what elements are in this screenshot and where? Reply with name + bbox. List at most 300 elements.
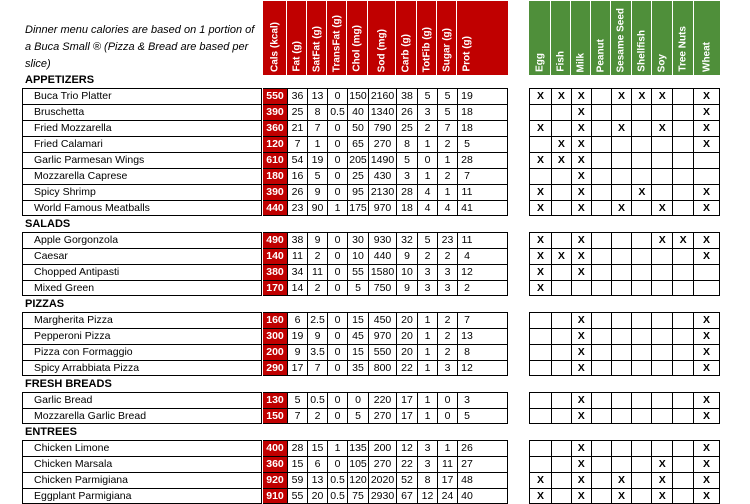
item-name: Caesar: [22, 248, 262, 264]
nutrition-cell: 2130: [368, 185, 396, 200]
allergen-cell: [694, 169, 720, 184]
item-name: Chicken Limone: [22, 440, 262, 456]
section-title: FRESH BREADS: [25, 378, 112, 390]
allergen-cells: [529, 200, 720, 216]
section-title: APPETIZERS: [25, 74, 95, 86]
nutrition-cell: 1: [437, 153, 457, 168]
nutrition-cell: 34: [287, 265, 307, 280]
allergen-cell: [552, 105, 572, 120]
allergen-cell: X: [572, 137, 592, 152]
allergen-column-header: [694, 1, 720, 75]
nutrition-cells: [263, 472, 508, 488]
nutrition-cell: 440: [368, 249, 396, 264]
nutrition-cell: 17: [396, 409, 417, 423]
allergen-cell: [552, 345, 572, 360]
calories-cell: 180: [263, 169, 287, 184]
allergen-cell: X: [694, 233, 720, 248]
section-title: PIZZAS: [25, 298, 65, 310]
calories-cell: 160: [263, 313, 287, 328]
allergen-cell: [592, 489, 612, 503]
nutrition-cell: 8: [396, 137, 417, 152]
nutrition-cell: 15: [347, 345, 368, 360]
nutrition-cell: 790: [368, 121, 396, 136]
allergen-cell: [552, 393, 572, 408]
allergen-cell: [673, 137, 694, 152]
allergen-cell: [592, 265, 612, 280]
allergen-cell: X: [572, 105, 592, 120]
table-row: [0, 152, 750, 168]
table-row: [0, 280, 750, 296]
allergen-column-header: [673, 1, 694, 75]
allergen-cell: X: [694, 457, 720, 472]
allergen-cell: X: [694, 185, 720, 200]
allergen-column-header: [611, 1, 632, 75]
allergen-cell: [673, 121, 694, 136]
nutrition-cell: 0: [327, 457, 347, 472]
nutrition-cell: 0: [327, 249, 347, 264]
allergen-cells: [529, 248, 720, 264]
allergen-cell: X: [694, 89, 720, 104]
nutrition-cell: 11: [287, 249, 307, 264]
nutrition-cell: 45: [347, 329, 368, 344]
allergen-cell: X: [572, 89, 592, 104]
allergen-cell: X: [572, 345, 592, 360]
nutrition-cells: [263, 104, 508, 120]
allergen-cell: [530, 105, 552, 120]
nutrition-cells: [263, 152, 508, 168]
nutrition-cell: 24: [437, 489, 457, 503]
nutrition-cell: 9: [396, 249, 417, 264]
nutrition-cell: 0: [327, 281, 347, 295]
allergen-cell: X: [694, 201, 720, 215]
nutrition-cells: [263, 280, 508, 296]
allergen-cell: X: [694, 393, 720, 408]
allergen-cell: [552, 169, 572, 184]
allergen-cell: [673, 489, 694, 503]
nutrition-cells: [263, 184, 508, 200]
allergen-cell: X: [652, 457, 673, 472]
allergen-cell: X: [694, 137, 720, 152]
calories-cell: 120: [263, 137, 287, 152]
allergen-cell: [592, 121, 612, 136]
nutrition-cell: 25: [347, 169, 368, 184]
allergen-cell: [592, 409, 612, 423]
calories-cell: 550: [263, 89, 287, 104]
allergen-cell: X: [652, 489, 673, 503]
allergen-cell: [552, 329, 572, 344]
nutrition-cell: 12: [457, 265, 476, 280]
allergen-cell: X: [530, 489, 552, 503]
allergen-cell: [632, 345, 652, 360]
nutrition-cell: 0: [327, 265, 347, 280]
allergen-cell: [552, 489, 572, 503]
allergen-cell: X: [572, 233, 592, 248]
allergen-cell: [530, 169, 552, 184]
allergen-cell: X: [530, 121, 552, 136]
table-row: [0, 264, 750, 280]
allergen-cell: [652, 105, 673, 120]
allergen-cell: X: [552, 137, 572, 152]
calories-cell: 910: [263, 489, 287, 503]
allergen-cells: [529, 264, 720, 280]
column-label: Sod (mg): [376, 28, 387, 72]
nutrition-cell: 0: [327, 345, 347, 360]
allergen-cell: [673, 457, 694, 472]
nutrition-cell: 75: [347, 489, 368, 503]
allergen-cell: [694, 265, 720, 280]
allergen-cells: [529, 392, 720, 408]
allergen-cell: X: [632, 89, 652, 104]
allergen-cell: [552, 473, 572, 488]
allergen-cell: [552, 265, 572, 280]
nutrition-cell: 0: [327, 233, 347, 248]
allergen-cell: [572, 281, 592, 295]
nutrition-column-header: [457, 1, 476, 75]
nutrition-cell: 1: [417, 393, 437, 408]
nutrition-cell: 9: [396, 281, 417, 295]
nutrition-cell: 3: [396, 169, 417, 184]
nutrition-column-header: [307, 1, 327, 75]
allergen-cell: [530, 313, 552, 328]
allergen-cell: X: [694, 105, 720, 120]
calories-cell: 150: [263, 409, 287, 423]
nutrition-cell: 15: [287, 457, 307, 472]
allergen-cell: [673, 281, 694, 295]
allergen-cell: [632, 137, 652, 152]
allergen-cell: [552, 281, 572, 295]
nutrition-cell: 5: [347, 409, 368, 423]
column-label: Carb (g): [400, 33, 412, 72]
nutrition-cells: [263, 328, 508, 344]
allergen-cell: [673, 441, 694, 456]
nutrition-cells: [263, 248, 508, 264]
allergen-cell: [552, 441, 572, 456]
calories-cell: 360: [263, 457, 287, 472]
nutrition-cell: 36: [287, 89, 307, 104]
table-row: [0, 104, 750, 120]
nutrition-cell: 50: [347, 121, 368, 136]
nutrition-cell: 2: [437, 345, 457, 360]
nutrition-cell: 7: [307, 361, 327, 375]
nutrition-cells: [263, 440, 508, 456]
table-row: [0, 408, 750, 424]
nutrition-cell: 5: [417, 89, 437, 104]
allergen-cell: [592, 345, 612, 360]
nutrition-cell: 17: [396, 393, 417, 408]
nutrition-cell: 9: [287, 345, 307, 360]
menu-intro-note: Dinner menu calories are based on 1 portion of a Buca Small ® (Pizza & Bread are based per slice): [25, 24, 255, 70]
nutrition-cell: 40: [457, 489, 476, 503]
nutrition-cell: 0.5: [327, 489, 347, 503]
allergen-cell: X: [694, 361, 720, 375]
nutrition-cell: 0: [327, 409, 347, 423]
allergen-cells: [529, 280, 720, 296]
table-row: [0, 392, 750, 408]
allergen-cell: [552, 313, 572, 328]
nutrition-cell: 3: [437, 265, 457, 280]
allergen-cell: [652, 329, 673, 344]
nutrition-cell: 0: [327, 361, 347, 375]
nutrition-cell: 26: [396, 105, 417, 120]
nutrition-cell: 52: [396, 473, 417, 488]
column-label: Cals (kcal): [269, 21, 280, 72]
column-label: Prot (g): [461, 36, 472, 72]
table-row: [0, 184, 750, 200]
nutrition-cell: 11: [307, 265, 327, 280]
nutrition-cell: 17: [437, 473, 457, 488]
allergen-cell: X: [572, 473, 592, 488]
allergen-cell: [694, 281, 720, 295]
allergen-cell: [592, 233, 612, 248]
allergen-cell: [612, 329, 633, 344]
allergen-cell: [530, 345, 552, 360]
allergen-cell: [592, 105, 612, 120]
allergen-cell: [673, 473, 694, 488]
allergen-cell: [632, 121, 652, 136]
allergen-cell: [612, 185, 633, 200]
allergen-cell: [632, 169, 652, 184]
nutrition-cell: 28: [396, 185, 417, 200]
nutrition-cell: 32: [396, 233, 417, 248]
allergen-cell: [592, 201, 612, 215]
nutrition-cell: 1: [417, 345, 437, 360]
nutrition-cell: 6: [287, 313, 307, 328]
section-title: ENTREES: [25, 426, 77, 438]
allergen-cell: [673, 265, 694, 280]
nutrition-cell: 1: [437, 441, 457, 456]
item-name: Chicken Marsala: [22, 456, 262, 472]
table-row: [0, 456, 750, 472]
allergen-cell: [673, 361, 694, 375]
nutrition-cell: 0: [327, 393, 347, 408]
nutrition-cell: 18: [457, 105, 476, 120]
nutrition-cell: 13: [307, 473, 327, 488]
nutrition-cell: 3: [417, 105, 437, 120]
nutrition-cells: [263, 88, 508, 104]
table-row: [0, 248, 750, 264]
nutrition-cell: 2: [437, 249, 457, 264]
allergen-cell: [592, 473, 612, 488]
allergen-column-header: [652, 1, 673, 75]
allergen-cell: [530, 409, 552, 423]
allergen-cell: [632, 329, 652, 344]
nutrition-cell: 800: [368, 361, 396, 375]
nutrition-cell: 1: [417, 137, 437, 152]
allergen-cell: X: [652, 233, 673, 248]
item-name: Mozzarella Caprese: [22, 168, 262, 184]
nutrition-cell: 0: [327, 313, 347, 328]
nutrition-cell: 54: [287, 153, 307, 168]
column-label: TotFib (g): [421, 26, 432, 72]
allergen-cell: [673, 201, 694, 215]
nutrition-cell: 25: [287, 105, 307, 120]
nutrition-cells: [263, 136, 508, 152]
nutrition-cell: 5: [437, 105, 457, 120]
allergen-cell: [673, 393, 694, 408]
allergen-cell: [673, 313, 694, 328]
nutrition-cell: 25: [396, 121, 417, 136]
nutrition-cell: 55: [287, 489, 307, 503]
nutrition-cell: 90: [307, 201, 327, 215]
nutrition-column-header: [347, 1, 368, 75]
item-name: Fried Calamari: [22, 136, 262, 152]
allergen-header: [529, 1, 720, 75]
nutrition-column-header: [263, 1, 287, 75]
allergen-cell: X: [552, 89, 572, 104]
allergen-cells: [529, 88, 720, 104]
allergen-cell: [632, 489, 652, 503]
item-name: World Famous Meatballs: [22, 200, 262, 216]
item-name: Bruschetta: [22, 104, 262, 120]
allergen-column-header: [571, 1, 591, 75]
nutrition-cell: 430: [368, 169, 396, 184]
allergen-cell: [632, 105, 652, 120]
nutrition-cell: 18: [396, 201, 417, 215]
nutrition-cell: 2: [437, 329, 457, 344]
allergen-cells: [529, 328, 720, 344]
nutrition-cell: 5: [457, 409, 476, 423]
nutrition-cell: 3: [417, 457, 437, 472]
nutrition-cell: 2020: [368, 473, 396, 488]
allergen-cell: [632, 393, 652, 408]
nutrition-cells: [263, 488, 508, 504]
allergen-cell: [673, 249, 694, 264]
item-name: Fried Mozzarella: [22, 120, 262, 136]
allergen-cell: X: [694, 249, 720, 264]
allergen-cell: [612, 409, 633, 423]
allergen-cell: [592, 441, 612, 456]
allergen-cell: X: [572, 393, 592, 408]
allergen-cell: [612, 281, 633, 295]
nutrition-cell: 5: [396, 153, 417, 168]
item-name: Chicken Parmigiana: [22, 472, 262, 488]
allergen-cell: X: [530, 185, 552, 200]
allergen-cell: [612, 105, 633, 120]
nutrition-cell: 10: [347, 249, 368, 264]
nutrition-cell: 150: [347, 89, 368, 104]
nutrition-cell: 20: [396, 313, 417, 328]
allergen-cell: [612, 313, 633, 328]
nutrition-cell: 40: [347, 105, 368, 120]
nutrition-cell: 2: [437, 313, 457, 328]
nutrition-cell: 28: [457, 153, 476, 168]
nutrition-cell: 0: [327, 121, 347, 136]
nutrition-cell: 7: [437, 121, 457, 136]
item-name: Margherita Pizza: [22, 312, 262, 328]
allergen-cell: X: [572, 361, 592, 375]
allergen-cell: X: [694, 313, 720, 328]
allergen-cell: [612, 441, 633, 456]
allergen-cell: [632, 153, 652, 168]
nutrition-cell: 550: [368, 345, 396, 360]
nutrition-cell: 1: [417, 409, 437, 423]
nutrition-cell: 8: [417, 473, 437, 488]
column-label: Milk: [575, 52, 586, 72]
nutrition-cell: 970: [368, 329, 396, 344]
allergen-cell: [592, 281, 612, 295]
nutrition-cell: 2: [457, 281, 476, 295]
nutrition-cell: 5: [307, 169, 327, 184]
nutrition-column-header: [417, 1, 437, 75]
allergen-cell: X: [694, 441, 720, 456]
nutrition-cell: 55: [347, 265, 368, 280]
allergen-cells: [529, 184, 720, 200]
allergen-column-header: [529, 1, 551, 75]
nutrition-cell: 5: [457, 137, 476, 152]
nutrition-cell: 1490: [368, 153, 396, 168]
allergen-cell: [552, 409, 572, 423]
allergen-cell: [530, 137, 552, 152]
nutrition-cell: 23: [437, 233, 457, 248]
nutrition-cell: 59: [287, 473, 307, 488]
nutrition-cell: 21: [287, 121, 307, 136]
allergen-cell: [530, 457, 552, 472]
calories-cell: 380: [263, 265, 287, 280]
nutrition-cell: 14: [287, 281, 307, 295]
table-row: [0, 200, 750, 216]
nutrition-cell: 0.5: [327, 473, 347, 488]
nutrition-cell: 18: [457, 121, 476, 136]
table-row: [0, 328, 750, 344]
item-name: Eggplant Parmigiana: [22, 488, 262, 504]
allergen-cell: X: [530, 281, 552, 295]
allergen-cell: [612, 265, 633, 280]
nutrition-cell: 26: [287, 185, 307, 200]
allergen-cells: [529, 168, 720, 184]
allergen-cell: [632, 473, 652, 488]
nutrition-cells: [263, 344, 508, 360]
allergen-cell: X: [694, 409, 720, 423]
nutrition-cell: 1: [327, 441, 347, 456]
section-title: SALADS: [25, 218, 71, 230]
allergen-cell: X: [652, 201, 673, 215]
allergen-cell: [632, 265, 652, 280]
item-name: Chopped Antipasti: [22, 264, 262, 280]
nutrition-cell: 67: [396, 489, 417, 503]
nutrition-cell: 0.5: [307, 393, 327, 408]
nutrition-cell: 0: [327, 185, 347, 200]
nutrition-cell: 17: [287, 361, 307, 375]
nutrition-cell: 22: [396, 457, 417, 472]
allergen-cell: [612, 345, 633, 360]
column-label: Sesame Seed: [615, 7, 627, 72]
nutrition-cell: 20: [307, 489, 327, 503]
nutrition-cell: 1: [437, 185, 457, 200]
nutrition-cell: 750: [368, 281, 396, 295]
allergen-cell: X: [632, 185, 652, 200]
allergen-cell: X: [572, 185, 592, 200]
nutrition-cell: 2: [417, 249, 437, 264]
nutrition-cell: 3.5: [307, 345, 327, 360]
allergen-cell: [632, 201, 652, 215]
allergen-cell: X: [572, 169, 592, 184]
allergen-cells: [529, 440, 720, 456]
allergen-cell: [673, 185, 694, 200]
table-row: [0, 136, 750, 152]
allergen-cell: X: [694, 121, 720, 136]
nutrition-cell: 1: [327, 201, 347, 215]
column-label: SatFat (g): [311, 25, 322, 72]
allergen-cell: X: [530, 473, 552, 488]
nutrition-header: [263, 1, 508, 75]
allergen-cell: [592, 329, 612, 344]
allergen-cell: X: [572, 313, 592, 328]
nutrition-cell: 2: [307, 249, 327, 264]
allergen-cell: [632, 281, 652, 295]
nutrition-cell: 2: [437, 137, 457, 152]
nutrition-cell: 1: [417, 169, 437, 184]
calories-cell: 300: [263, 329, 287, 344]
